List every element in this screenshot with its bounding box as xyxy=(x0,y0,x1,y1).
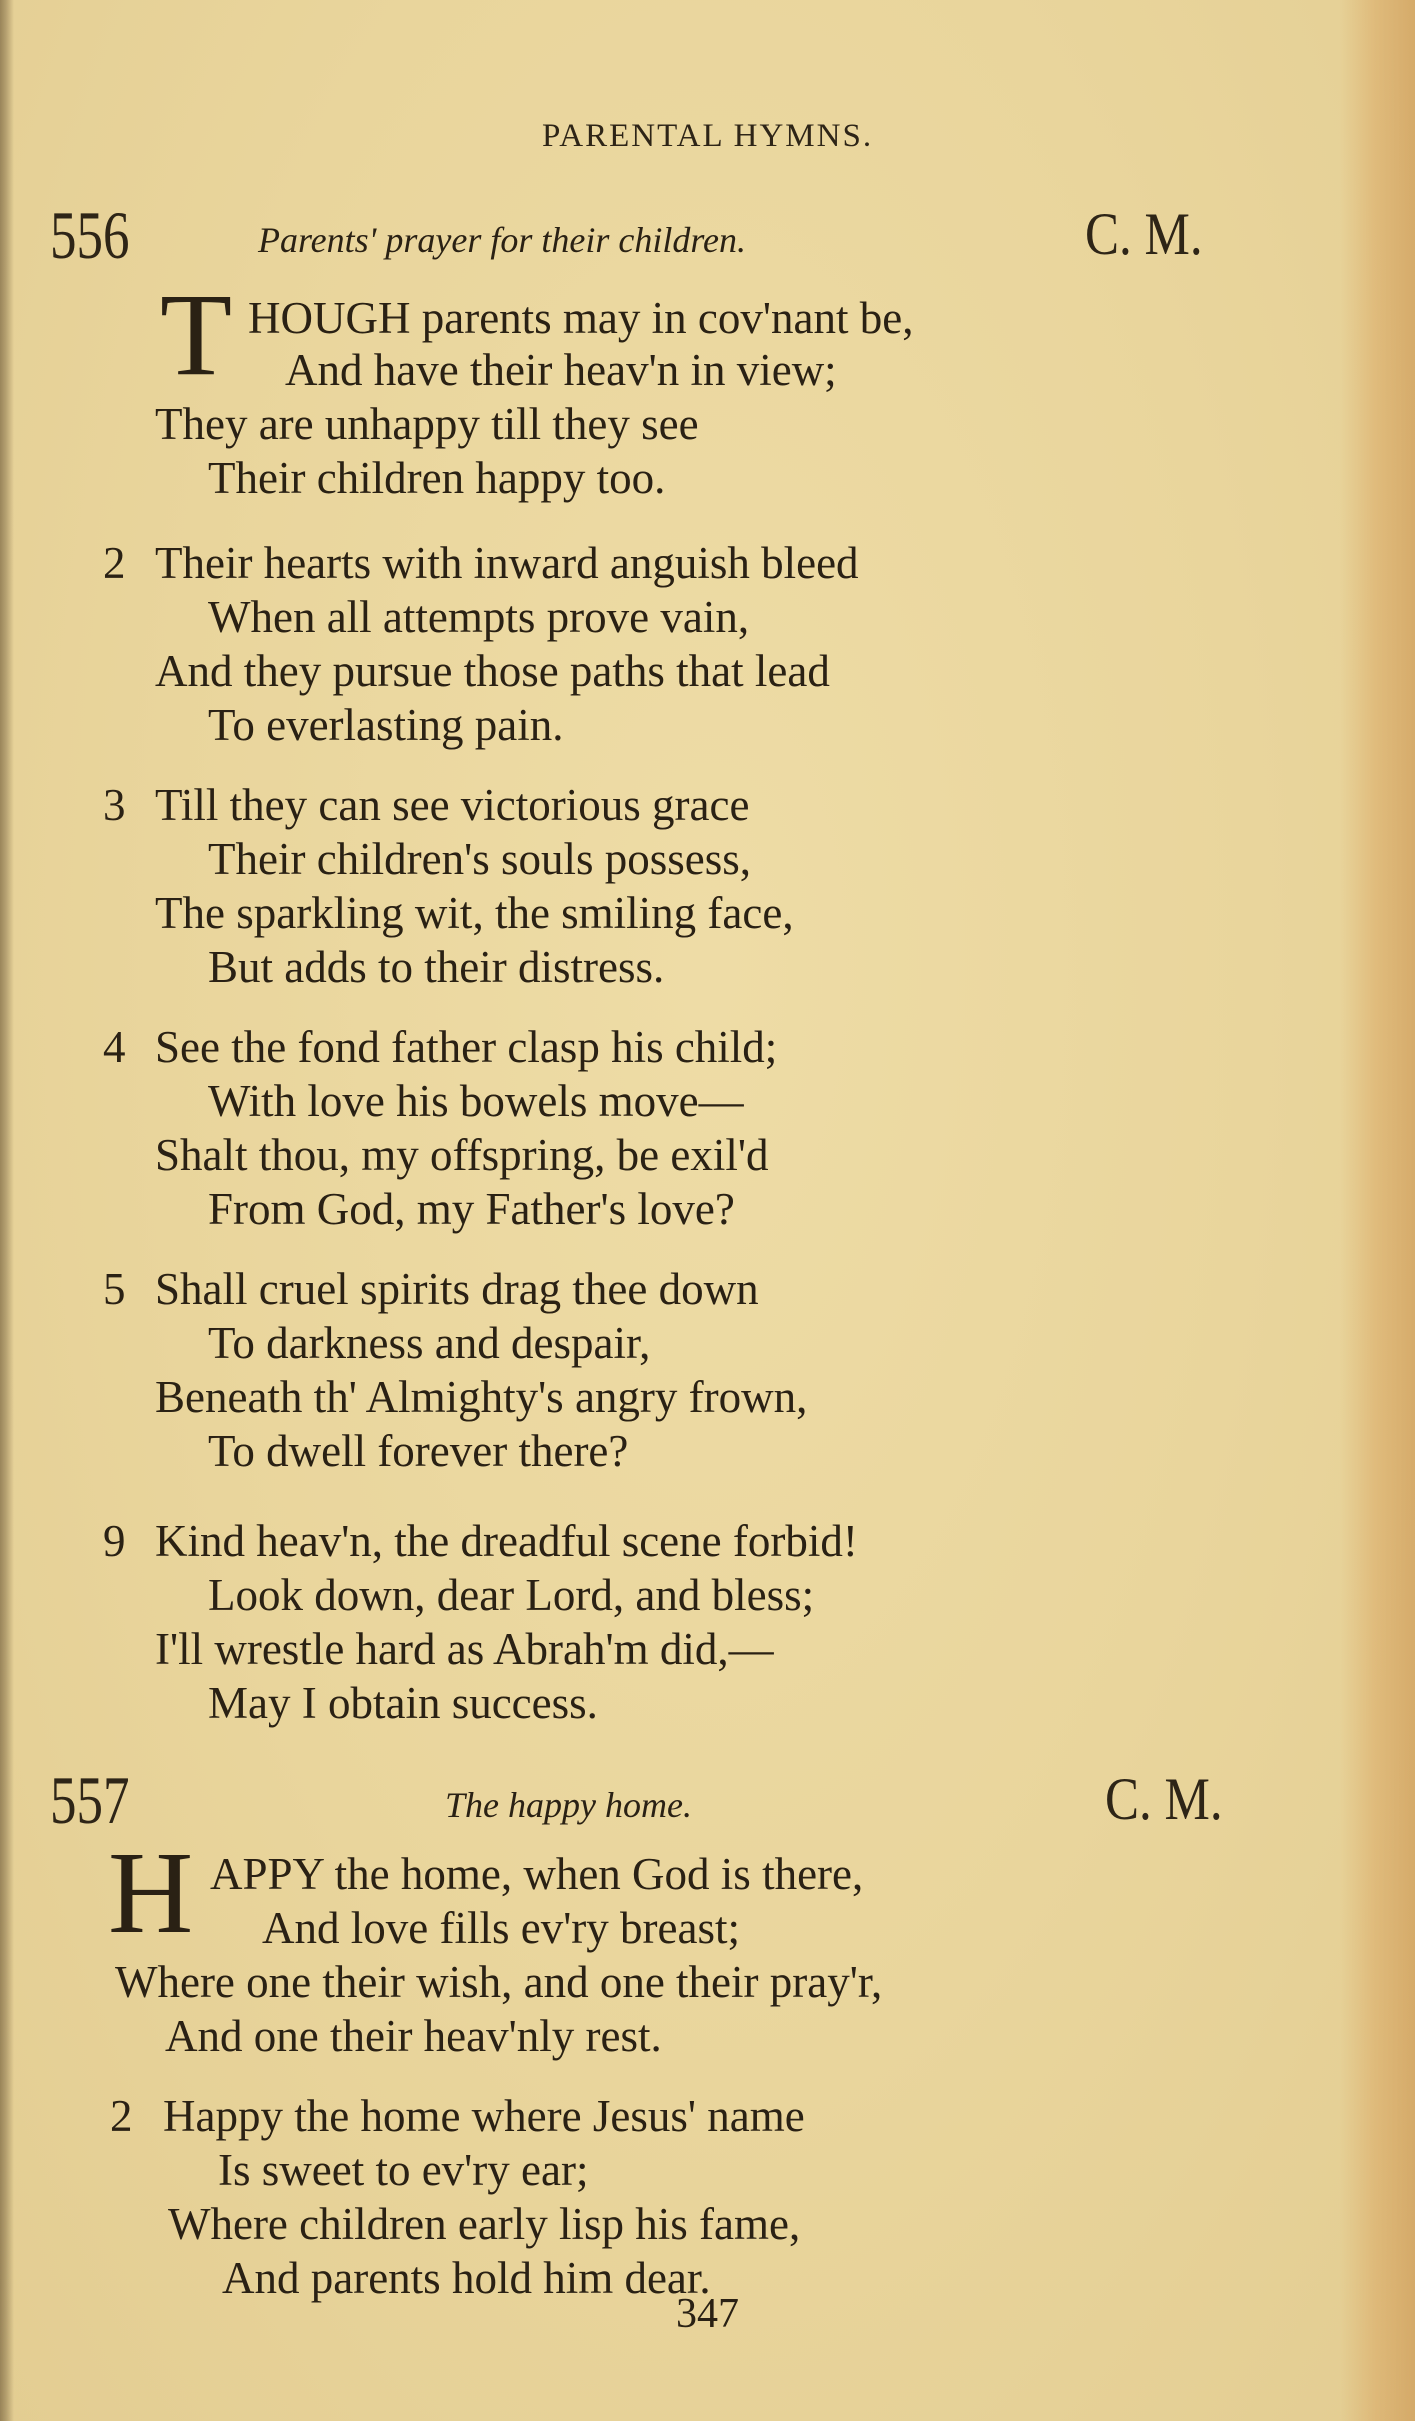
stanza-line: Happy the home where Jesus' name xyxy=(163,2091,805,2141)
stanza-line: To darkness and despair, xyxy=(208,1318,651,1368)
stanza-line: From God, my Father's love? xyxy=(208,1184,735,1234)
stanza-line: Where one their wish, and one their pray'r, xyxy=(115,1957,883,2007)
hymn-meter: C. M. xyxy=(1105,1766,1223,1832)
stanza-line: I'll wrestle hard as Abrah'm did,— xyxy=(155,1624,774,1674)
stanza-line: With love his bowels move— xyxy=(208,1076,744,1126)
hymn-557-heading xyxy=(0,1762,1415,1845)
stanza-line: Their children's souls possess, xyxy=(208,834,752,884)
hymn-number: 557 xyxy=(50,1762,130,1838)
stanza-line: And one their heav'nly rest. xyxy=(165,2011,662,2061)
hymn-556-heading xyxy=(0,197,1415,280)
hymn-title: Parents' prayer for their children. xyxy=(258,220,746,260)
stanza-line: And have their heav'n in view; xyxy=(285,345,837,395)
running-head: PARENTAL HYMNS. xyxy=(541,118,874,154)
hymn-number: 556 xyxy=(50,197,130,273)
stanza-line: APPY the home, when God is there, xyxy=(210,1849,864,1899)
stanza-line: And they pursue those paths that lead xyxy=(155,646,830,696)
stanza-line: And love fills ev'ry breast; xyxy=(262,1903,740,1953)
stanza-line: Beneath th' Almighty's angry frown, xyxy=(155,1372,808,1422)
stanza-line: Look down, dear Lord, and bless; xyxy=(208,1570,815,1620)
hymn-meter: C. M. xyxy=(1085,201,1203,267)
stanza-line: Where children early lisp his fame, xyxy=(168,2199,801,2249)
stanza-line: Is sweet to ev'ry ear; xyxy=(218,2145,589,2195)
stanza-line: Their hearts with inward anguish bleed xyxy=(155,538,859,588)
stanza-line: They are unhappy till they see xyxy=(155,399,699,449)
verse-number: 4 xyxy=(103,1022,126,1072)
stanza-line: Their children happy too. xyxy=(208,453,666,503)
stanza-line: May I obtain success. xyxy=(208,1678,598,1728)
stanza-line: Shall cruel spirits drag thee down xyxy=(155,1264,759,1314)
stanza-line: Till they can see victorious grace xyxy=(155,780,750,830)
stanza-line: To everlasting pain. xyxy=(208,700,564,750)
verse-number: 3 xyxy=(103,780,126,830)
verse-number: 2 xyxy=(103,538,126,588)
stanza-line: To dwell forever there? xyxy=(208,1426,629,1476)
stanza-line: Shalt thou, my offspring, be exil'd xyxy=(155,1130,769,1180)
stanza-line: When all attempts prove vain, xyxy=(208,592,750,642)
stanza-line: The sparkling wit, the smiling face, xyxy=(155,888,794,938)
stanza-line: But adds to their distress. xyxy=(208,942,665,992)
hymn-title: The happy home. xyxy=(445,1785,692,1825)
stanza-line: See the fond father clasp his child; xyxy=(155,1022,778,1072)
stanza-line: And parents hold him dear. xyxy=(222,2253,711,2303)
verse-number: 9 xyxy=(103,1516,126,1566)
page-number: 347 xyxy=(676,2291,739,2337)
verse-number: 2 xyxy=(110,2091,133,2141)
stanza-line: HOUGH parents may in cov'nant be, xyxy=(248,293,914,343)
drop-cap: H xyxy=(108,1827,194,1958)
stanza-line: Kind heav'n, the dreadful scene forbid! xyxy=(155,1516,858,1566)
verse-number: 5 xyxy=(103,1264,126,1314)
drop-cap: T xyxy=(160,269,233,400)
